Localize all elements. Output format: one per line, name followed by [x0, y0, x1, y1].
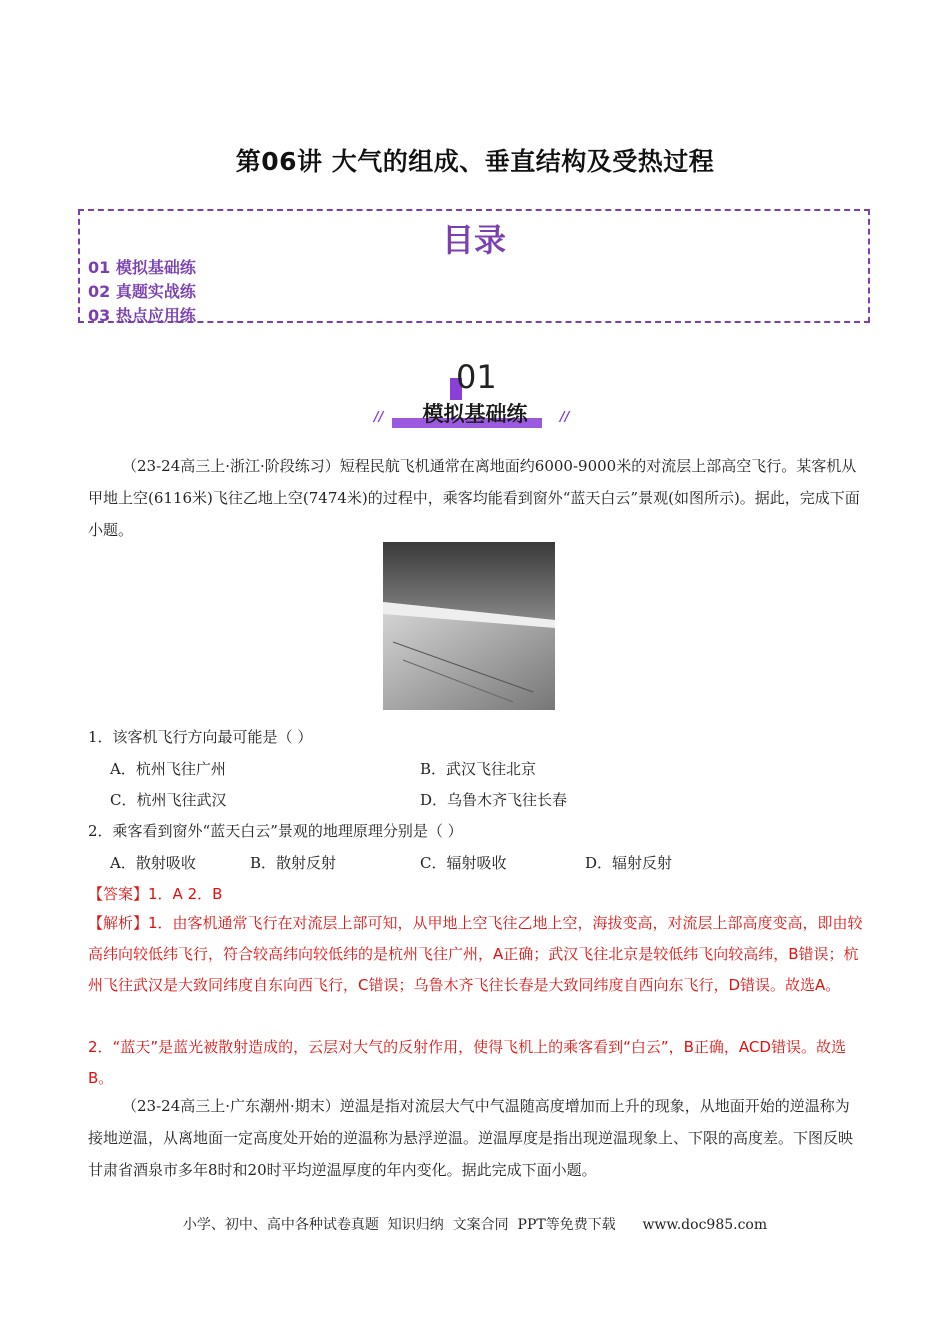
toc-item-1[interactable]: 01 模拟基础练 — [88, 258, 196, 277]
intro-paragraph-1: （23-24高三上·浙江·阶段练习）短程民航飞机通常在离地面约6000-9000米的对流层上部高空飞行。某客机从甲地上空(6116米)飞往乙地上空(7474米)的过程中，乘客均能看到窗外“蓝天白云”景观(如图所示)。据此，完成下面小题。 — [88, 457, 860, 539]
answer-line: 【答案】1．A 2．B — [88, 885, 223, 903]
analysis-paragraph-1: 【解析】1．由客机通常飞行在对流层上部可知，从甲地上空飞往乙地上空，海拔变高，对流层上部高度变高，即由较高纬向较低纬飞行，符合较高纬向较低纬的是杭州飞往广州，A正确；武汉飞往北京是较低纬飞向较高纬，B错误；杭州飞往武汉是大致同纬度自东向西飞行，C错误；乌鲁木齐飞往长春是大致同纬度自西向东飞行，D错误。故选A。 — [88, 914, 863, 994]
wing-illustration — [383, 542, 555, 710]
question-1-option-d[interactable]: D．乌鲁木齐飞往长春 — [420, 791, 568, 809]
slash-decoration-right: // — [560, 410, 570, 425]
page-title: 第06讲 大气的组成、垂直结构及受热过程 — [235, 147, 715, 176]
question-1-option-b[interactable]: B．武汉飞往北京 — [420, 760, 537, 778]
section-banner — [370, 358, 580, 438]
question-1-option-a[interactable]: A．杭州飞往广州 — [110, 760, 226, 778]
question-2-stem: 2．乘客看到窗外“蓝天白云”景观的地理原理分别是（ ） — [88, 822, 463, 840]
question-2-option-a[interactable]: A．散射吸收 — [110, 854, 196, 872]
question-1-stem: 1．该客机飞行方向最可能是（ ） — [88, 728, 313, 746]
airplane-wing-photo — [383, 542, 555, 710]
question-1-option-c[interactable]: C．杭州飞往武汉 — [110, 791, 227, 809]
slash-decoration-left: // — [374, 410, 384, 425]
toc-item-2[interactable]: 02 真题实战练 — [88, 282, 196, 301]
analysis-paragraph-2: 2．“蓝天”是蓝光被散射造成的，云层对大气的反射作用，使得飞机上的乘客看到“白云”，B正确，ACD错误。故选B。 — [88, 1038, 846, 1087]
question-2-option-c[interactable]: C．辐射吸收 — [420, 854, 507, 872]
question-2-option-d[interactable]: D．辐射反射 — [585, 854, 673, 872]
table-of-contents — [78, 209, 870, 323]
intro-paragraph-2: （23-24高三上·广东潮州·期末）逆温是指对流层大气中气温随高度增加而上升的现象，从地面开始的逆温称为接地逆温，从离地面一定高度处开始的逆温称为悬浮逆温。逆温厚度是指出现逆温现象上、下限的高度差。下图反映甘肃省酒泉市多年8时和20时平均逆温厚度的年内变化。据此完成下面小题。 — [88, 1097, 854, 1179]
toc-heading: 目录 — [441, 221, 506, 259]
question-2-option-b[interactable]: B．散射反射 — [250, 854, 337, 872]
section-number: 01 — [456, 358, 497, 396]
page-footer: 小学、初中、高中各种试卷真题 知识归纳 文案合同 PPT等免费下载 www.doc985.com — [182, 1217, 768, 1233]
toc-item-3[interactable]: 03 热点应用练 — [88, 306, 196, 325]
section-label: 模拟基础练 — [422, 402, 528, 426]
